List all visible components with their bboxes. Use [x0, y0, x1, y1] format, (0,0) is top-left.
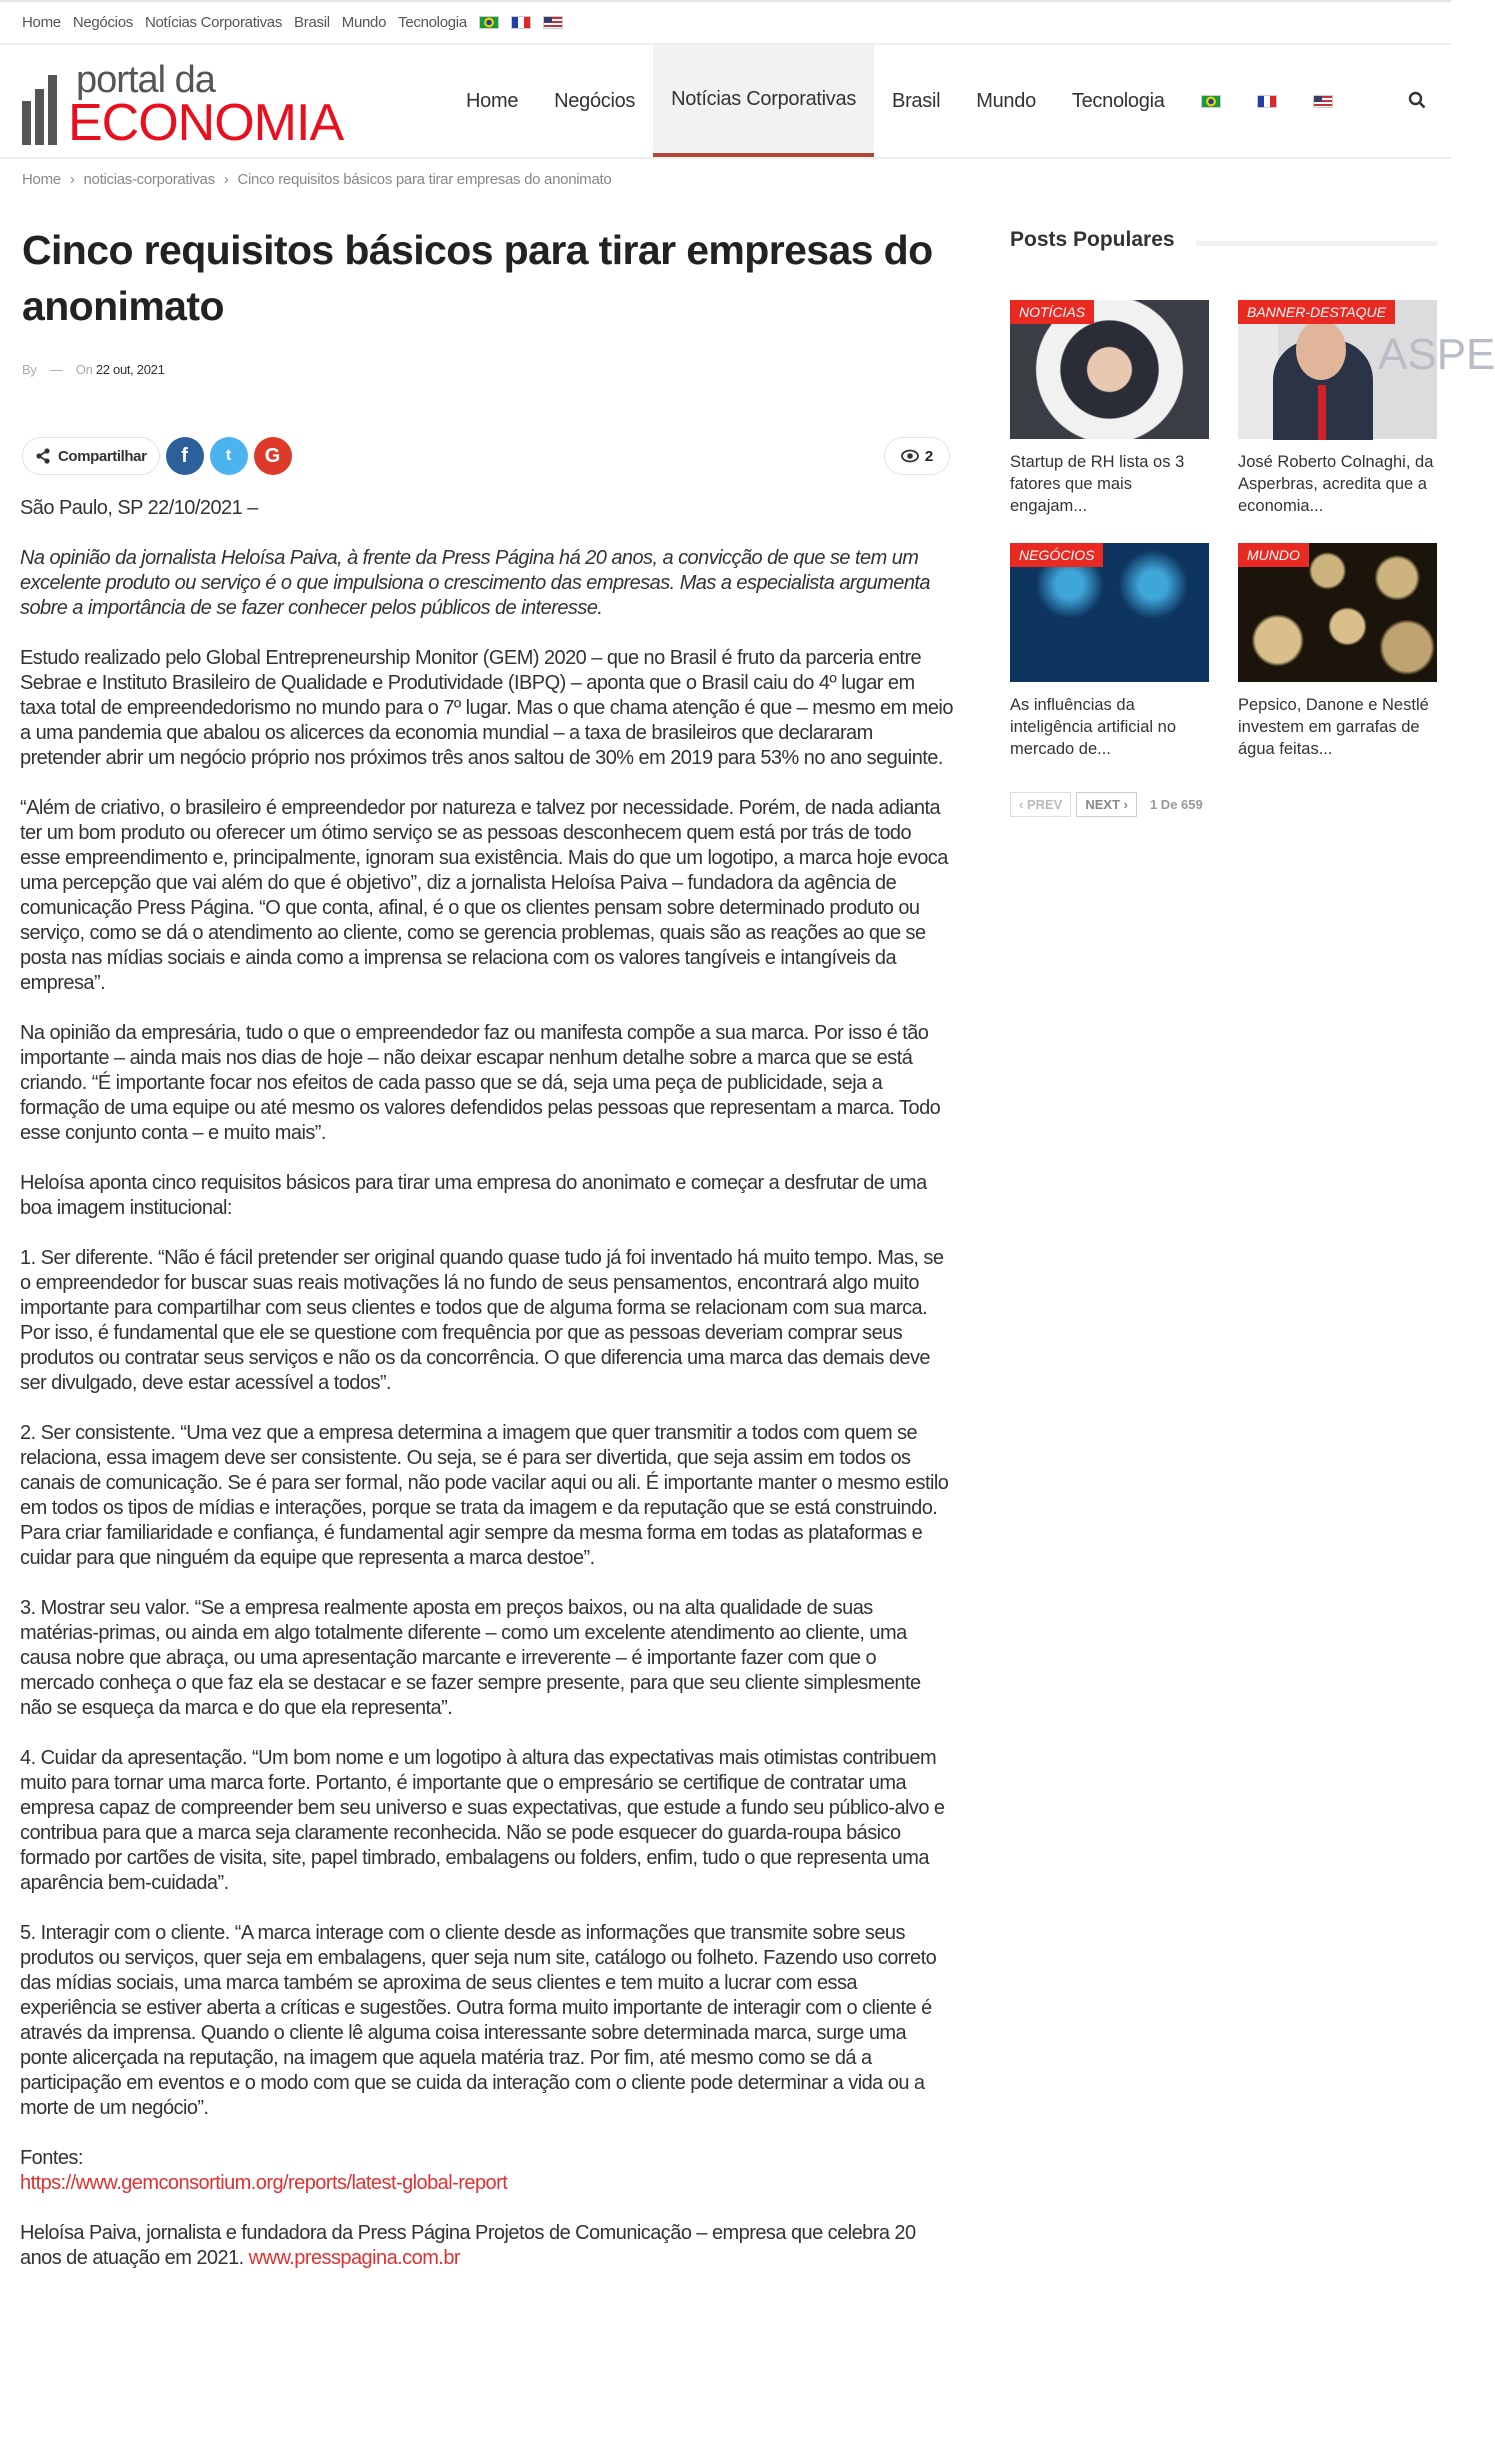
nav-noticias-corporativas[interactable]: Notícias Corporativas [653, 45, 874, 157]
article-paragraph: 2. Ser consistente. “Uma vez que a empresa determina a imagem que quer transmitir a todos com quem se relaciona, essa imagem deve ser consistente. Ou seja, se é para ser divertida, que seja assim em todos os canais de comunicação. Se é para ser formal, não pode vacilar aqui ou ali. É importante manter o mesmo estilo em todos os tipos de mídias e interações, porque se trata da imagem e da reputação que se está construindo. Para criar familiaridade e confiança, é fundamental agir sempre da mesma forma em todas as plataformas e cuidar para que ninguém da equipe que representa a marca destoe”. [20, 1422, 949, 1569]
usa-flag-icon[interactable] [543, 16, 563, 29]
main-nav [448, 45, 1351, 157]
article-paragraph: 1. Ser diferente. “Não é fácil pretender ser original quando quase tudo já foi inventado há muito tempo. Mas, se o empreendedor for buscar suas reais motivações lá no fundo de seus pensamentos, encontrará algo muito importante para compartilhar com seus clientes e todos que de alguma forma se relacionam com sua marca. Por isso, é fundamental que ele se questione com frequência por que as pessoas deveriam comprar seus produtos ou contratar seus serviços e não os da concorrência. O que diferencia uma marca das demais deve ser divulgado, deve estar acessível a todos”. [20, 1247, 944, 1394]
post-category[interactable]: BANNER-DESTAQUE [1238, 300, 1395, 324]
article-paragraph: São Paulo, SP 22/10/2021 – [20, 497, 258, 519]
eye-icon [901, 449, 919, 463]
sidebar-pagination [1010, 792, 1203, 817]
top-link-home[interactable]: Home [22, 14, 61, 31]
by-label: By [22, 362, 37, 377]
france-flag-icon[interactable] [511, 16, 531, 29]
popular-post[interactable] [1010, 300, 1209, 517]
top-link-negocios[interactable]: Negócios [72, 14, 133, 31]
on-label: On [75, 362, 93, 377]
share-icon [35, 448, 51, 464]
site-logo[interactable] [22, 59, 344, 152]
article-paragraph: Na opinião da empresária, tudo o que o empreendedor faz ou manifesta compõe a sua marca. Por isso é tão importante – ainda mais nos dias de hoje – não deixar escapar nenhum detalhe sobre a marca que se está criando. “É importante focar nos efeitos de cada passo que se dá, seja uma peça de publicidade, seja a formação de uma equipe ou até mesmo os valores defendidos pelas pessoas que representam a marca. Todo esse conjunto conta – e muito mais”. [20, 1022, 941, 1144]
sources-link[interactable]: https://www.gemconsortium.org/reports/latest-global-report [20, 2172, 508, 2194]
post-thumbnail[interactable] [1010, 300, 1209, 439]
article-title: Cinco requisitos básicos para tirar empresas do anonimato [22, 227, 933, 329]
brazil-flag-icon[interactable] [479, 16, 499, 29]
logo-line1: portal da [76, 59, 215, 101]
popular-post[interactable] [1238, 300, 1495, 517]
share-label: Compartilhar [58, 447, 147, 465]
article-paragraph: “Além de criativo, o brasileiro é empreendedor por natureza e talvez por necessidade. Porém, de nada adianta ter um bom produto ou oferecer um ótimo serviço se as pessoas desconhecem quem está por trás de todo esse empreendimento e, principalmente, ignoram sua existência. Mais do que um logotipo, a marca hoje evoca uma percepção que vai além do que é objetivo”, diz a jornalista Heloísa Paiva – fundadora da agência de comunicação Press Página. “O que conta, afinal, é o que os clientes pensam sobre determinado produto ou serviço, como se dá o atendimento ao cliente, como se gerencia problemas, quais são as reações ao que se posta nas mídias sociais e ainda como a imprensa se relaciona com os valores tangíveis e intangíveis da empresa”. [20, 797, 948, 994]
top-link-tecnologia[interactable]: Tecnologia [398, 14, 467, 31]
bio-text: Heloísa Paiva, jornalista e fundadora da Press Página Projetos de Comunicação – empresa que celebra 20 anos de atuação em 2021. [20, 2222, 916, 2269]
post-title[interactable]: Startup de RH lista os 3 fatores que mais engajam... [1010, 453, 1185, 515]
top-link-brasil[interactable]: Brasil [294, 14, 330, 31]
author-link[interactable]: — [49, 362, 63, 377]
share-bar [22, 437, 292, 475]
post-category[interactable]: MUNDO [1238, 543, 1309, 567]
sidebar-title: Posts Populares [1010, 228, 1175, 251]
post-category[interactable]: NOTÍCIAS [1010, 300, 1094, 324]
top-link-mundo[interactable]: Mundo [341, 14, 387, 31]
breadcrumb [22, 171, 611, 188]
popular-post[interactable] [1010, 543, 1209, 760]
nav-tecnologia[interactable]: Tecnologia [1071, 89, 1165, 112]
article-body [20, 496, 955, 2296]
post-thumbnail[interactable]: ASPE BANNER-DESTAQUE [1238, 300, 1437, 439]
google-share-icon[interactable]: G [254, 437, 292, 475]
usa-flag-icon[interactable] [1313, 95, 1333, 108]
sidebar-title-divider [1196, 241, 1437, 246]
site-header [0, 45, 1451, 159]
article-paragraph: Estudo realizado pelo Global Entrepreneurship Monitor (GEM) 2020 – que no Brasil é fruto da parceria entre Sebrae e Instituto Brasileiro de Qualidade e Produtividade (IBPQ) – aponta que o Brasil caiu do 4º lugar em taxa total de empreendedorismo no mundo para o 7º lugar. Mas o que chama atenção é que – mesmo em meio a uma pandemia que abalou os alicerces da economia mundial – a taxa de brasileiros que declararam pretender abrir um negócio próprio nos próximos três anos saltou de 30% em 2019 para 53% no ano seguinte. [20, 647, 953, 769]
facebook-share-icon[interactable]: f [166, 437, 204, 475]
view-count [884, 437, 950, 475]
page-info: 1 De 659 [1149, 797, 1203, 812]
bio-link[interactable]: www.presspagina.com.br [248, 2247, 460, 2269]
chevron-right-icon: › [223, 171, 229, 188]
breadcrumb-category[interactable]: noticias-corporativas [83, 171, 215, 188]
post-thumbnail[interactable] [1010, 543, 1209, 682]
post-title[interactable]: Pepsico, Danone e Nestlé investem em garrafas de água feitas... [1238, 696, 1429, 758]
search-icon[interactable] [1408, 91, 1426, 109]
article-meta [22, 362, 165, 377]
prev-button[interactable]: ‹ PREV [1010, 792, 1071, 817]
logo-line2: ECONOMIA [68, 94, 344, 152]
sources-label: Fontes: [20, 2147, 83, 2169]
nav-mundo[interactable]: Mundo [976, 89, 1036, 112]
nav-home[interactable]: Home [466, 89, 519, 112]
view-count-value: 2 [924, 447, 934, 465]
post-thumbnail[interactable] [1238, 543, 1437, 682]
popular-post[interactable] [1238, 543, 1437, 760]
author-bio [20, 2221, 955, 2271]
nav-brasil[interactable]: Brasil [892, 89, 941, 112]
nav-negocios[interactable]: Negócios [554, 89, 636, 112]
article-lead: Na opinião da jornalista Heloísa Paiva, à frente da Press Página há 20 anos, a convicção de que se tem um excelente produto ou serviço é o que impulsiona o crescimento das empresas. Mas a especialista argumenta sobre a importância de se fazer conhecer pelos públicos de interesse. [20, 547, 930, 619]
share-button[interactable] [22, 437, 160, 475]
top-bar [0, 0, 1451, 45]
next-button[interactable]: NEXT › [1076, 792, 1137, 817]
article-paragraph: 4. Cuidar da apresentação. “Um bom nome e um logotipo à altura das expectativas mais otimistas contribuem muito para tornar uma marca forte. Portanto, é importante que o empresário se certifique de contratar uma empresa capaz de compreender bem seu universo e suas expectativas, que estude a fundo seu público-alvo e contribua para que a marca seja claramente reconhecida. Não se pode esquecer do guarda-roupa básico formado por cartões de visita, site, papel timbrado, embalagens ou folders, enfim, tudo o que representa uma aparência bem-cuidada”. [20, 1747, 945, 1894]
breadcrumb-home[interactable]: Home [22, 171, 61, 188]
chevron-right-icon: › [69, 171, 75, 188]
breadcrumb-current: Cinco requisitos básicos para tirar empresas do anonimato [237, 171, 612, 188]
top-link-noticias[interactable]: Notícias Corporativas [144, 14, 283, 31]
france-flag-icon[interactable] [1257, 95, 1277, 108]
post-title[interactable]: As influências da inteligência artificial no mercado de... [1010, 696, 1177, 758]
brazil-flag-icon[interactable] [1201, 95, 1221, 108]
sources [20, 2146, 955, 2196]
article-date: 22 out, 2021 [95, 362, 165, 377]
article-paragraph: Heloísa aponta cinco requisitos básicos para tirar uma empresa do anonimato e começar a desfrutar de uma boa imagem institucional: [20, 1172, 927, 1219]
post-title[interactable]: José Roberto Colnaghi, da Asperbras, acredita que a economia... [1238, 453, 1434, 515]
post-category[interactable]: NEGÓCIOS [1010, 543, 1103, 567]
twitter-share-icon[interactable]: t [210, 437, 248, 475]
logo-bars-icon [22, 75, 57, 145]
article-paragraph: 5. Interagir com o cliente. “A marca interage com o cliente desde as informações que transmite sobre seus produtos ou serviços, quer seja em embalagens, quer seja num site, catálogo ou folheto. Fazendo uso correto das mídias sociais, uma marca também se aproxima de seus clientes e tem muito a lucrar com essa experiência se estiver aberta a críticas e sugestões. Outra forma muito importante de interagir com o cliente é através da imprensa. Quando o cliente lê alguma coisa interessante sobre determinada marca, surge uma ponte alicerçada na reputação, na imagem que aquela matéria traz. Por fim, até mesmo como se dá a participação em eventos e o modo com que se cuida da interação com o cliente pode determinar a vida ou a morte de um negócio”. [20, 1922, 937, 2119]
article-paragraph: 3. Mostrar seu valor. “Se a empresa realmente aposta em preços baixos, ou na alta qualidade de suas matérias-primas, ou ainda em algo totalmente diferente – como um excelente atendimento ao cliente, uma causa nobre que abraça, ou uma apresentação marcante e irreverente – é importante fazer com que o mercado conheça o que faz ela se destacar e se fazer sempre presente, para que seu cliente simplesmente não se esqueça da marca e do que ela representa”. [20, 1597, 921, 1719]
